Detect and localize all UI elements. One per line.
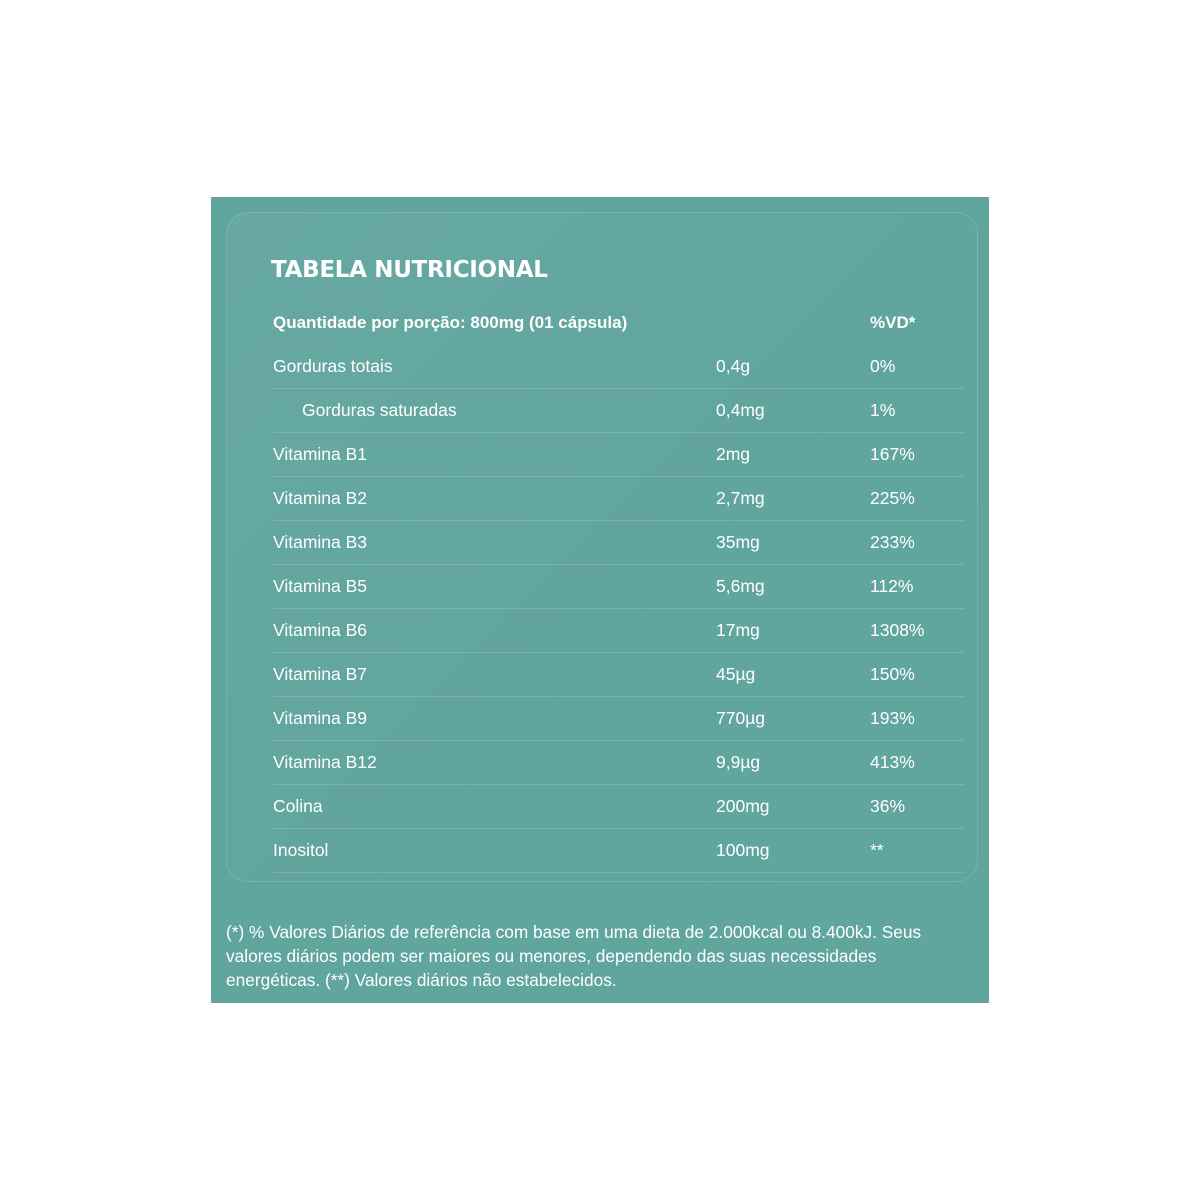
nutrient-quantity: 5,6mg — [716, 576, 765, 596]
nutrient-vd: 1308% — [870, 620, 925, 640]
nutrient-vd: 1% — [870, 400, 896, 420]
nutrition-table — [273, 301, 965, 873]
nutrient-name: Gorduras saturadas — [302, 400, 457, 420]
nutrient-name: Vitamina B6 — [273, 620, 368, 640]
nutrient-quantity: 35mg — [716, 532, 760, 552]
nutrient-name: Vitamina B3 — [273, 532, 368, 552]
nutrient-vd: 413% — [870, 752, 915, 772]
nutrient-quantity: 45µg — [716, 664, 756, 684]
nutrient-quantity: 2,7mg — [716, 488, 765, 508]
table-row — [273, 829, 965, 873]
nutrient-name: Vitamina B7 — [273, 664, 368, 684]
nutrient-vd: 112% — [870, 576, 914, 596]
nutrient-vd: 0% — [870, 356, 896, 376]
table-header — [273, 301, 965, 345]
nutrient-vd: 150% — [870, 664, 915, 684]
table-row — [273, 477, 965, 521]
nutrient-name: Colina — [273, 796, 323, 816]
table-row — [273, 389, 965, 433]
nutrient-quantity: 2mg — [716, 444, 751, 464]
nutrient-vd: 36% — [870, 796, 906, 816]
nutrient-name: Vitamina B5 — [273, 576, 368, 596]
nutrient-vd: 233% — [870, 532, 915, 552]
nutrient-quantity: 100mg — [716, 840, 770, 860]
table-row — [273, 565, 965, 609]
footnote: (*) % Valores Diários de referência com base em uma dieta de 2.000kcal ou 8.400kJ. Seus valores diários podem ser maiores ou menores, dependendo das suas necessidades energéticas. (**) Valores diários não estabelecidos. — [226, 922, 922, 990]
nutrient-name: Vitamina B12 — [273, 752, 377, 772]
table-row — [273, 345, 965, 389]
nutrition-panel — [211, 197, 989, 1003]
table-row — [273, 697, 965, 741]
nutrient-name: Inositol — [273, 840, 329, 860]
nutrient-quantity: 0,4g — [716, 356, 751, 376]
vd-header: %VD* — [870, 313, 916, 332]
table-row — [273, 433, 965, 477]
table-title: TABELA NUTRICIONAL — [271, 257, 548, 283]
nutrient-vd: ** — [870, 840, 884, 860]
nutrient-name: Gorduras totais — [273, 356, 393, 376]
nutrient-name: Vitamina B1 — [273, 444, 368, 464]
table-row — [273, 741, 965, 785]
nutrient-vd: 225% — [870, 488, 915, 508]
nutrient-vd: 167% — [870, 444, 915, 464]
table-row — [273, 785, 965, 829]
nutrient-vd: 193% — [870, 708, 915, 728]
nutrient-quantity: 770µg — [716, 708, 766, 728]
nutrition-card — [226, 212, 978, 882]
table-row — [273, 609, 965, 653]
table-row — [273, 653, 965, 697]
nutrient-name: Vitamina B2 — [273, 488, 368, 508]
table-row — [273, 521, 965, 565]
nutrient-quantity: 17mg — [716, 620, 760, 640]
nutrient-quantity: 200mg — [716, 796, 770, 816]
nutrient-quantity: 9,9µg — [716, 752, 761, 772]
serving-label: Quantidade por porção: 800mg (01 cápsula) — [273, 313, 628, 332]
nutrient-quantity: 0,4mg — [716, 400, 765, 420]
nutrient-name: Vitamina B9 — [273, 708, 368, 728]
